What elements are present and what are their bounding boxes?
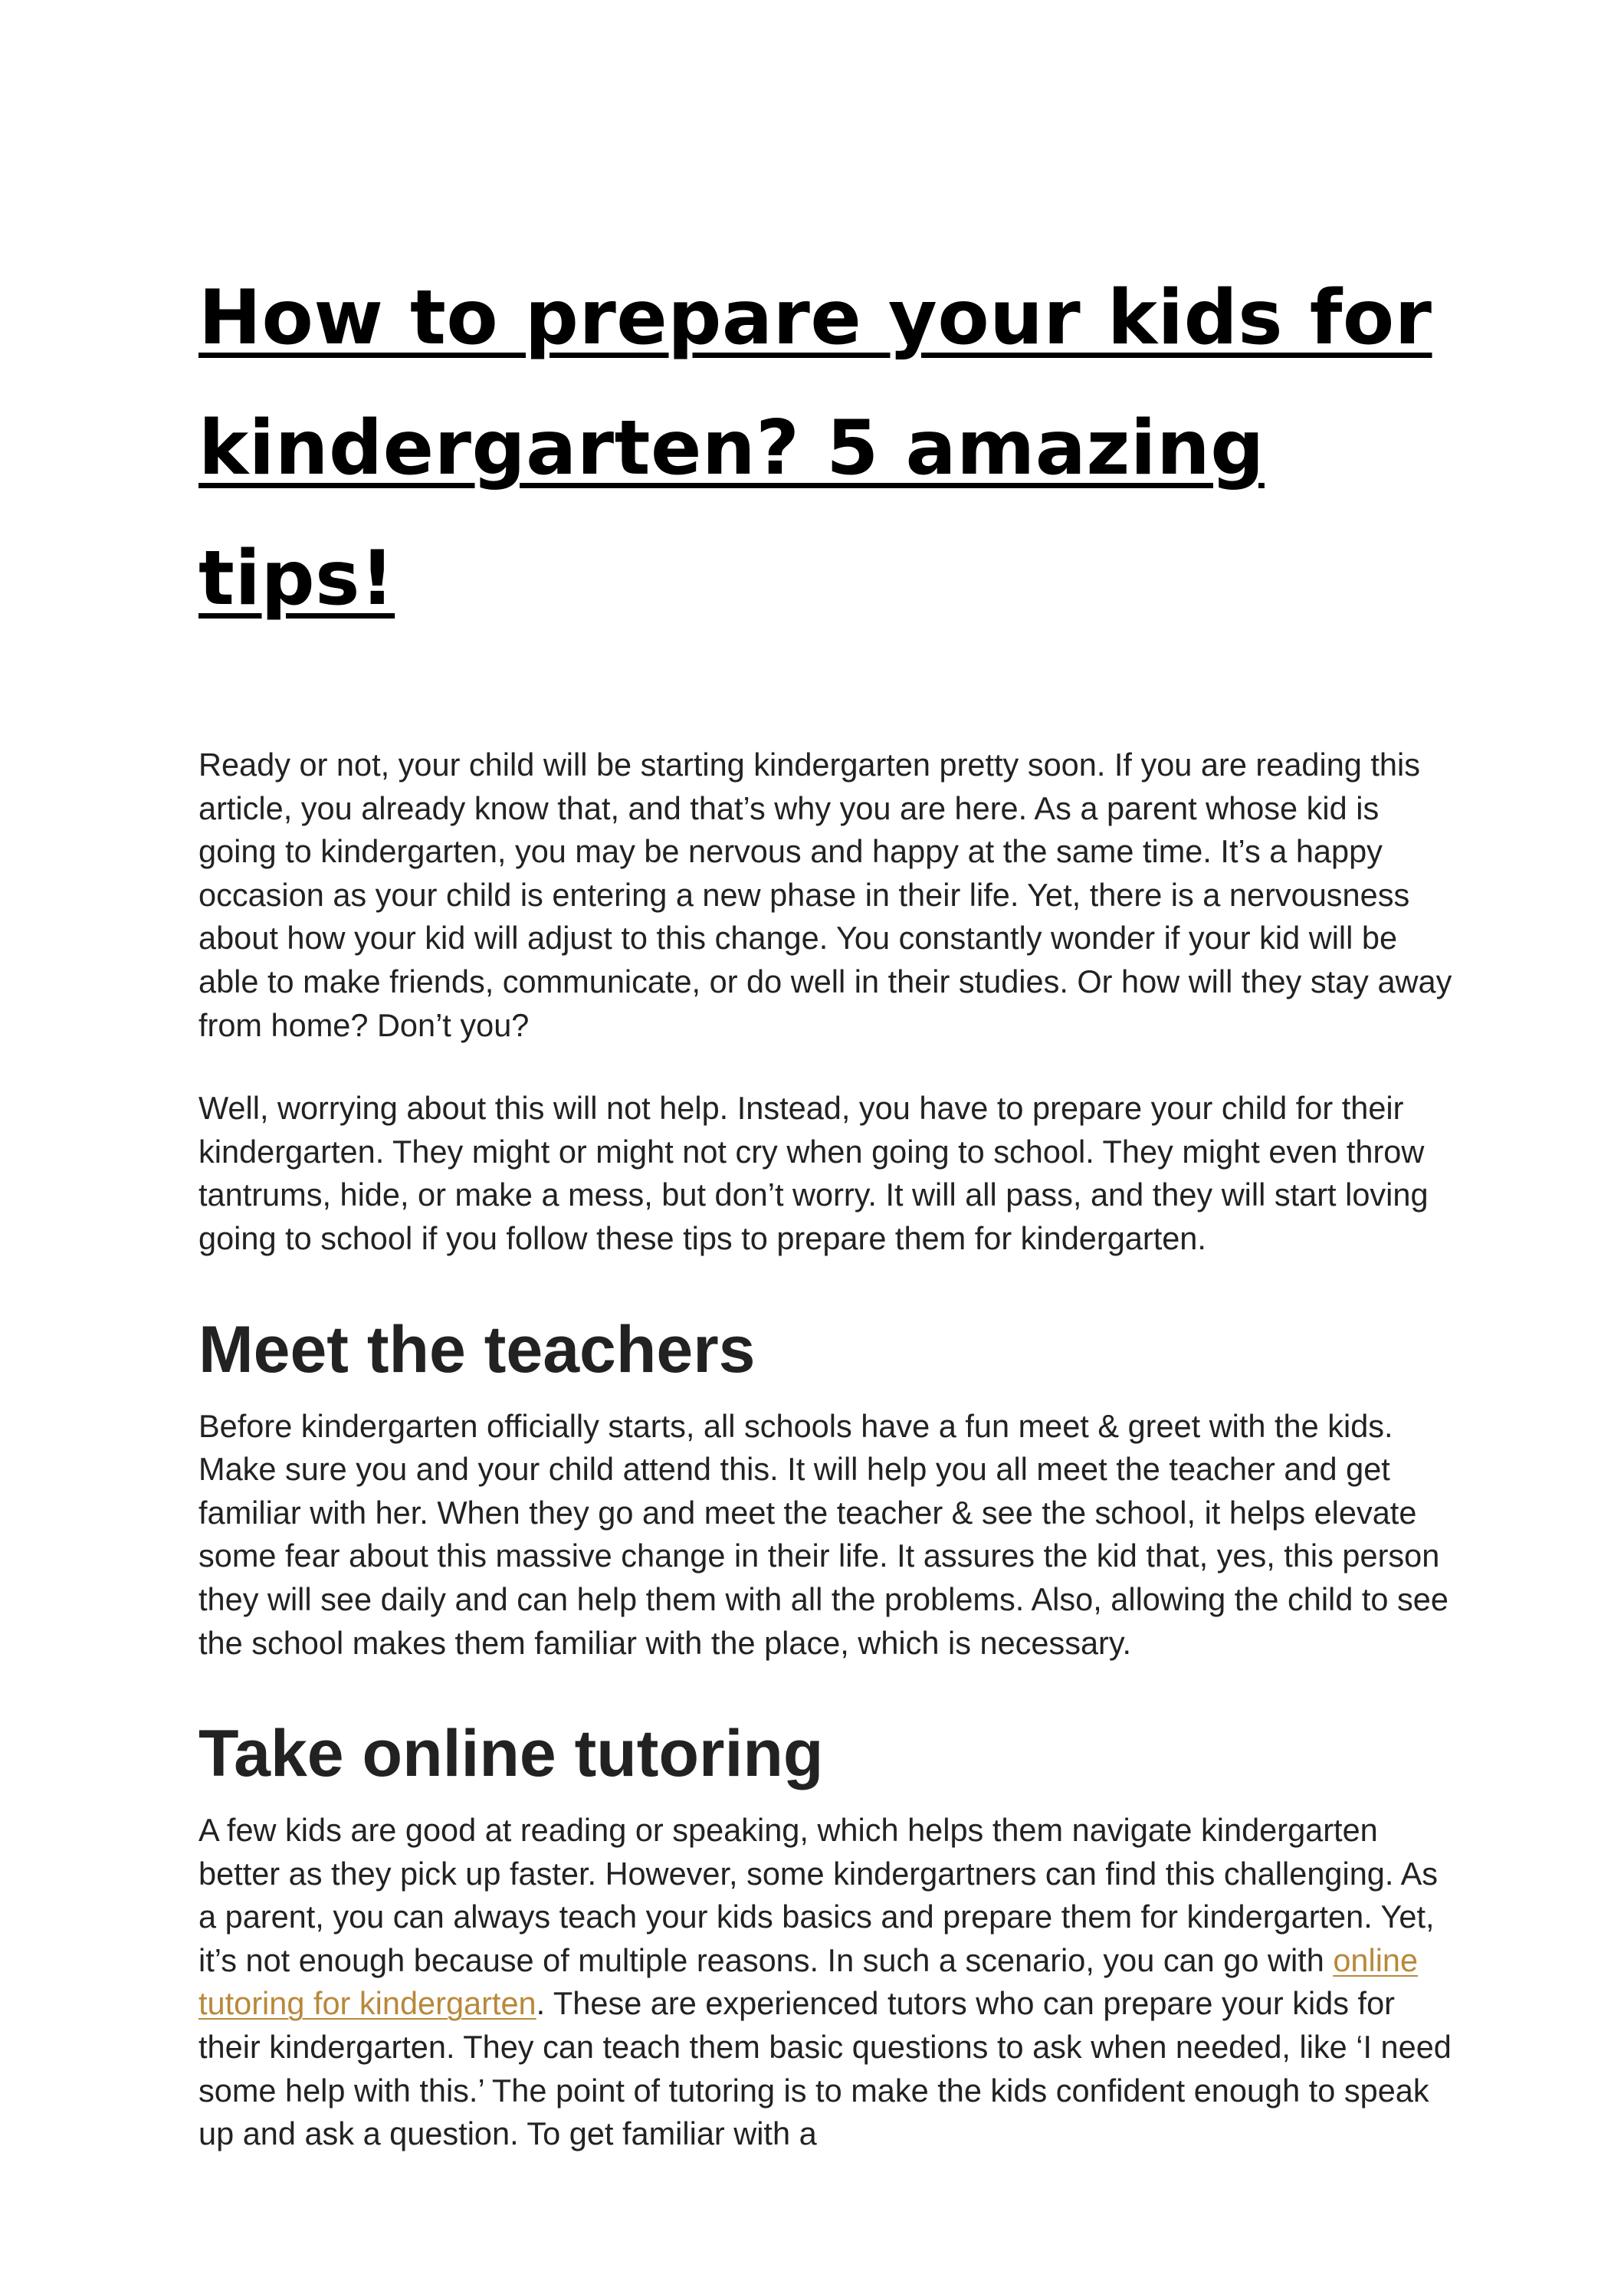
section-body-meet-the-teachers: Before kindergarten officially starts, all schools have a fun meet & greet with the kids. Make sure you and your child attend this. It will help you all meet the teacher and get familiar with her. When they go and meet the teacher & see the school, it helps elevate some fear about this massive change in their life. It assures the kid that, yes, this person they will see daily and can help them with all the problems. Also, allowing the child to see the school makes them familiar with the place, which is necessary. <box>198 1407 1448 1661</box>
section-heading-take-online-tutoring: Take online tutoring <box>198 1717 824 1791</box>
intro-paragraph-2: Well, worrying about this will not help. Instead, you have to prepare your child for their kindergarten. They might or might not cry when going to school. They might even throw tantrums, hide, or make a mess, but don’t worry. It will all pass, and they will start loving going to school if you follow these tips to prepare them for kindergarten. <box>198 1090 1429 1256</box>
tutoring-text-before-link: A few kids are good at reading or speaking, which helps them navigate kindergarten better as they pick up faster. However, some kindergartners can find this challenging. As a parent, you can always teach your kids basics and prepare them for kindergarten. Yet, it’s not enough because of multiple reasons. In such a scenario, you can go with <box>198 1812 1439 1978</box>
document-title: How to prepare your kids for kindergarten? 5 amazing tips! <box>198 274 1432 622</box>
section-body-take-online-tutoring <box>198 1809 1455 2156</box>
online-tutoring-link[interactable]: online tutoring for kindergarten <box>198 1941 1419 2022</box>
intro-paragraph-1: Ready or not, your child will be starting kindergarten pretty soon. If you are reading this article, you already know that, and that’s why you are here. As a parent whose kid is going to kindergarten, you may be nervous and happy at the same time. It’s a happy occasion as your child is entering a new phase in their life. Yet, there is a nervousness about how your kid will adjust to this change. You constantly wonder if your kid will be able to make friends, communicate, or do well in their studies. Or how will they stay away from home? Don’t you? <box>198 747 1452 1043</box>
tutoring-text-after-link: . These are experienced tutors who can prepare your kids for their kindergarten. They can teach them basic questions to ask when needed, like ‘I need some help with this.’ The point of tutoring is to make the kids confident enough to speak up and ask a question. To get familiar with a <box>198 1985 1452 2152</box>
section-heading-meet-the-teachers: Meet the teachers <box>198 1312 756 1387</box>
document-content <box>198 253 1455 2156</box>
